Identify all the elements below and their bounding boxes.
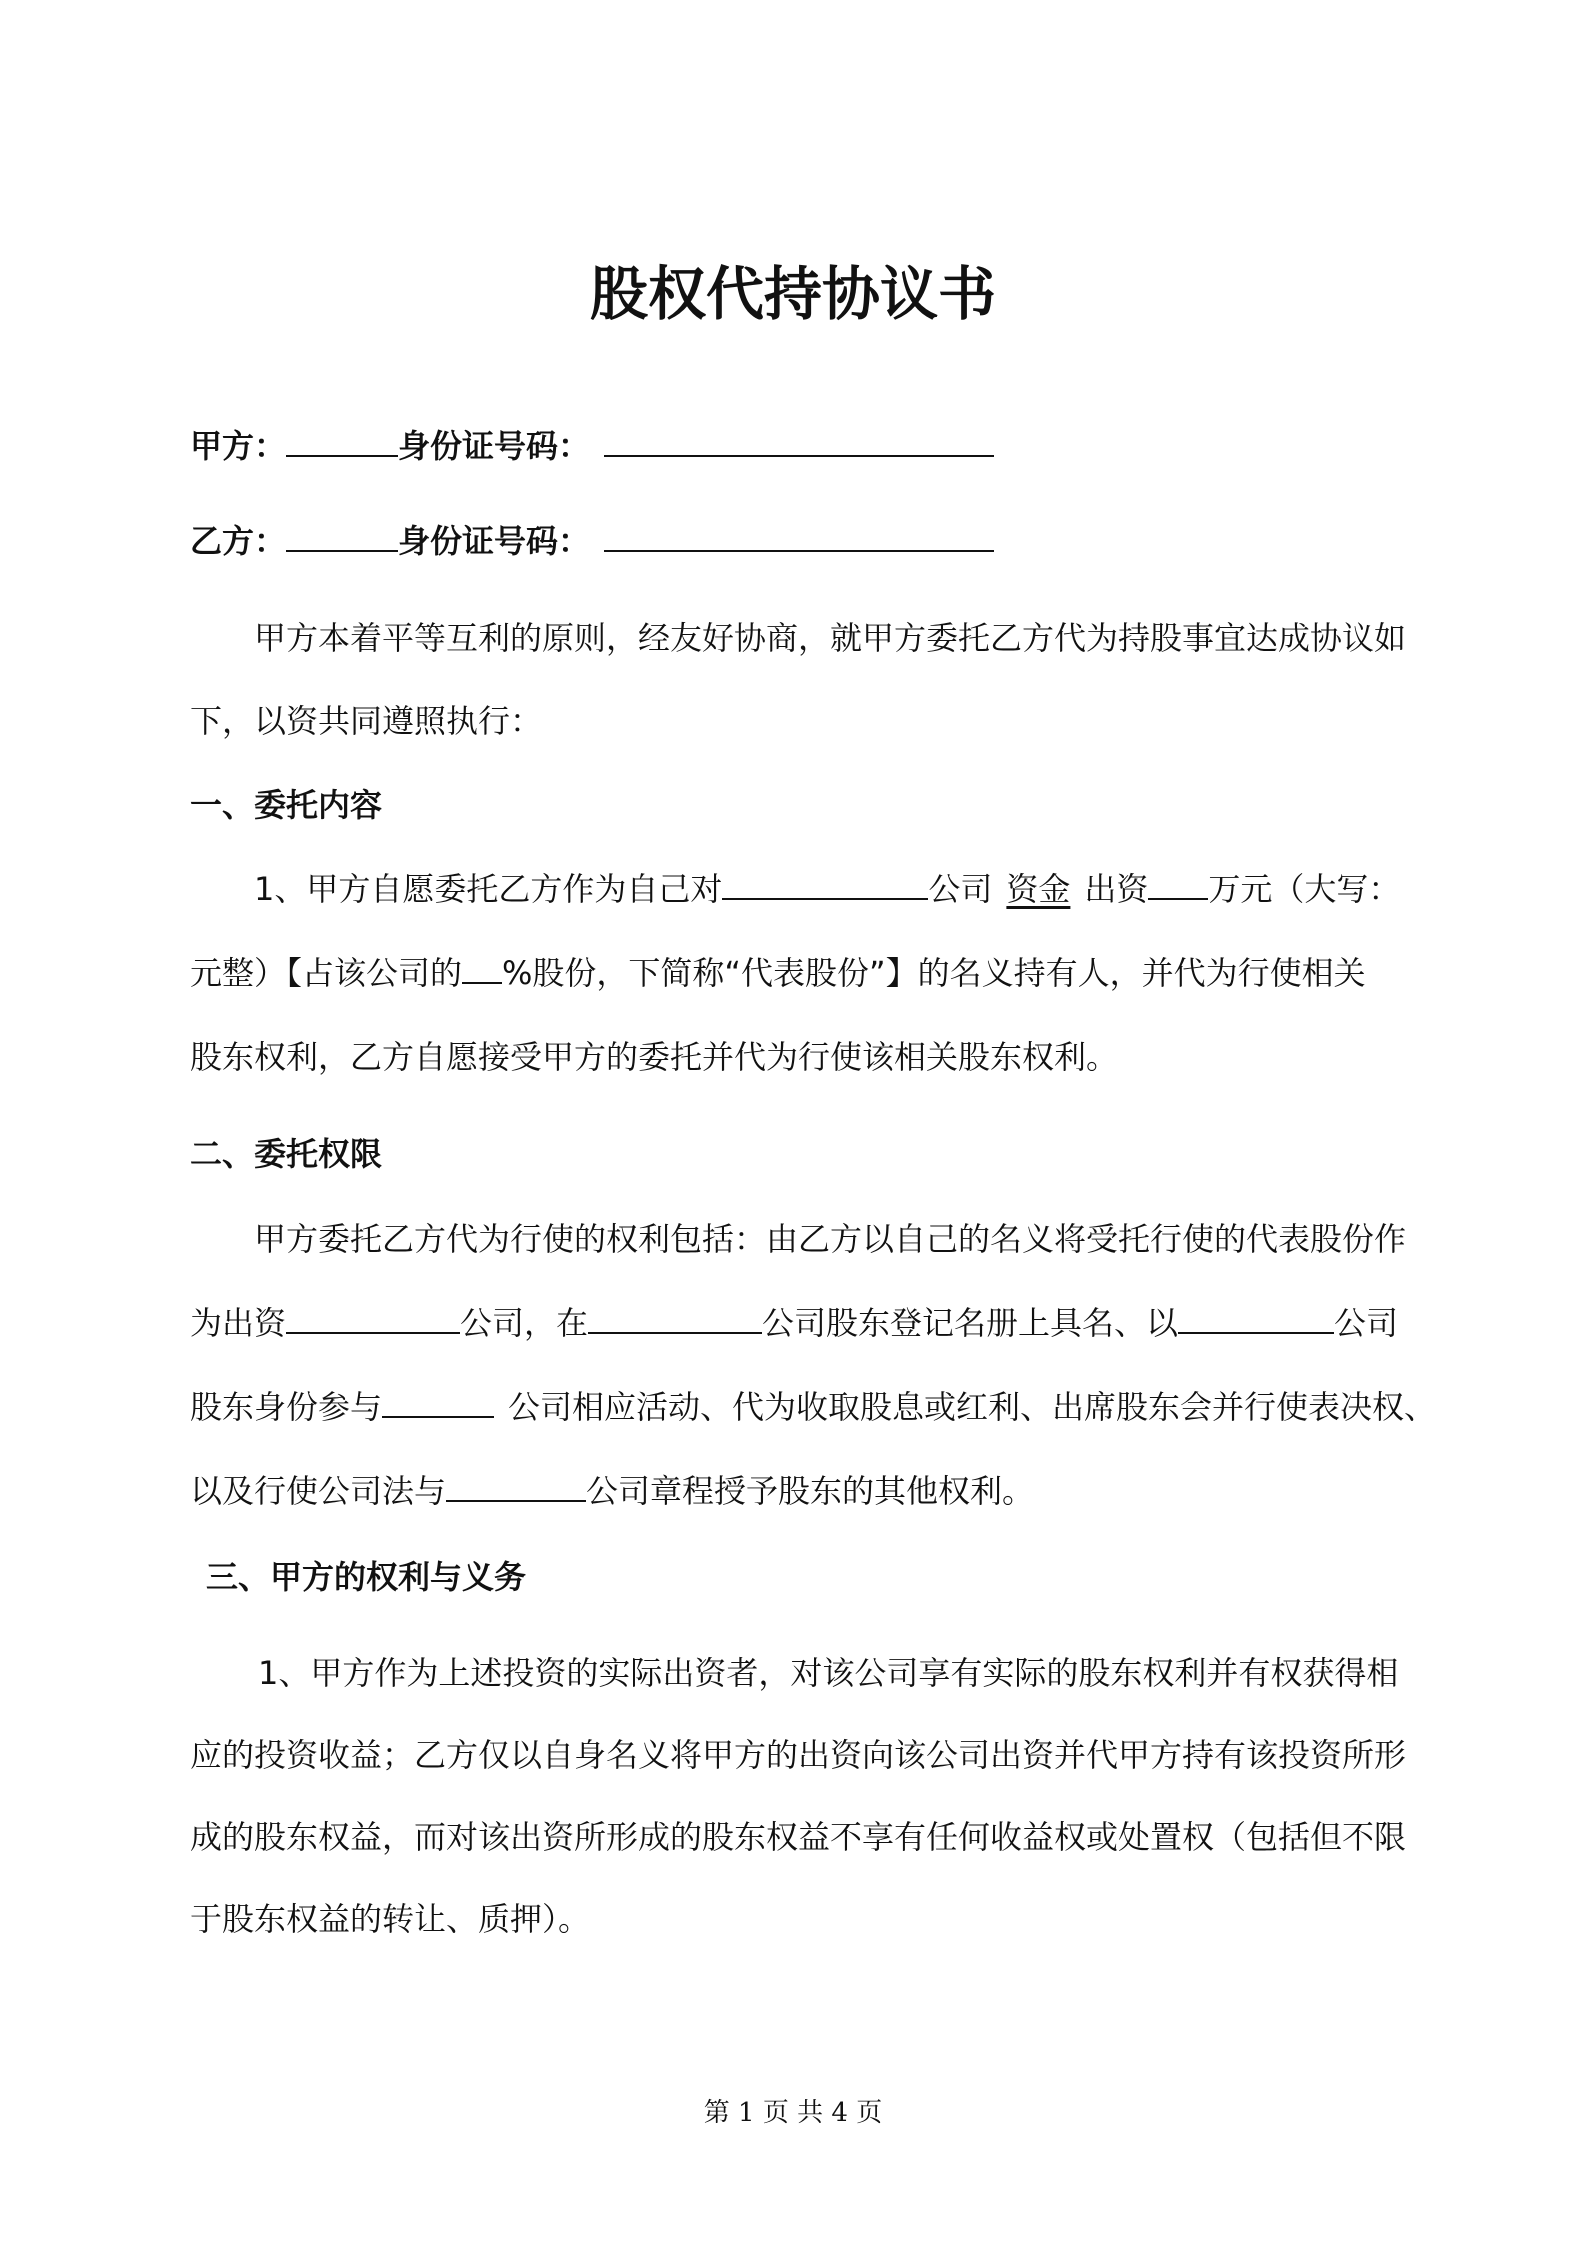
party-a-label: 甲方： [190,427,287,465]
section2-l2-text-a: 为出资 [190,1304,287,1342]
section1-l2-text-b: %股份，下简称“代表股份”】的名义持有人，并代为行使相关 [502,954,1366,992]
section3-heading: 三、甲方的权利与义务 [206,1558,527,1596]
section2-line-1: 甲方委托乙方代为行使的权利包括：由乙方以自己的名义将受托行使的代表股份作 [254,1220,1407,1258]
section1-line-2 [190,952,1410,994]
section1-line-1 [254,868,1474,910]
section2-l2-text-c: 公司股东登记名册上具名、以 [762,1304,1179,1342]
section3-line-4: 于股东权益的转让、质押）。 [190,1900,591,1938]
amount-blank [1148,868,1208,900]
party-b-id-label: 身份证号码： [398,522,591,560]
section2-l4-text-b: 公司章程授予股东的其他权利。 [586,1472,1035,1510]
document-title: 股权代持协议书 [589,260,996,328]
section2-blank-1 [286,1302,460,1334]
section2-l3-text-a: 股东身份参与 [190,1388,383,1426]
section2-heading: 二、委托权限 [190,1135,383,1173]
section2-l3-text-b: 公司相应活动、代为收取股息或红利、出席股东会并行使表决权、 [508,1388,1437,1426]
party-a-id-blank [604,425,994,457]
section1-line-3: 股东权利，乙方自愿接受甲方的委托并代为行使该相关股东权利。 [190,1038,1119,1076]
section2-l2-text-b: 公司，在 [460,1304,589,1342]
section1-l1-text-a: 1、甲方自愿委托乙方作为自己对 [254,870,723,908]
section2-blank-4 [382,1386,494,1418]
section3-line-1: 1、甲方作为上述投资的实际出资者，对该公司享有实际的股东权利并有权获得相 [258,1654,1399,1692]
section2-blank-2 [588,1302,762,1334]
party-b-row [190,520,1410,562]
section2-line-3 [190,1386,1437,1428]
section1-l1-text-b: 公司 [928,870,993,908]
section2-l4-text-a: 以及行使公司法与 [190,1472,447,1510]
section2-line-2 [190,1302,1410,1344]
section3-line-2: 应的投资收益；乙方仅以自身名义将甲方的出资向该公司出资并代甲方持有该投资所形 [190,1736,1407,1774]
preamble-line-2: 下，以资共同遵照执行： [190,702,543,740]
page-number-footer: 第 1 页 共 4 页 [703,2098,883,2128]
company-name-blank [722,868,928,900]
party-b-name-blank [286,520,398,552]
section2-blank-5 [446,1470,586,1502]
percent-blank [462,952,502,984]
section1-l1-text-d: 出资 [1084,870,1149,908]
section1-heading: 一、委托内容 [190,786,383,824]
party-a-id-label: 身份证号码： [398,427,591,465]
section2-blank-3 [1178,1302,1334,1334]
section1-l1-text-e: 万元（大写： [1208,870,1401,908]
party-b-label: 乙方： [190,522,287,560]
funds-underlined: 资金 [1006,870,1071,908]
section2-l2-text-d: 公司 [1334,1304,1399,1342]
preamble-line-1: 甲方本着平等互利的原则，经友好协商，就甲方委托乙方代为持股事宜达成协议如 [254,619,1407,657]
party-a-row [190,425,1410,467]
section1-l2-text-a: 元整）【占该公司的 [190,954,463,992]
party-b-id-blank [604,520,994,552]
party-a-name-blank [286,425,398,457]
section3-line-3: 成的股东权益，而对该出资所形成的股东权益不享有任何收益权或处置权（包括但不限 [190,1818,1407,1856]
section2-line-4 [190,1470,1410,1512]
